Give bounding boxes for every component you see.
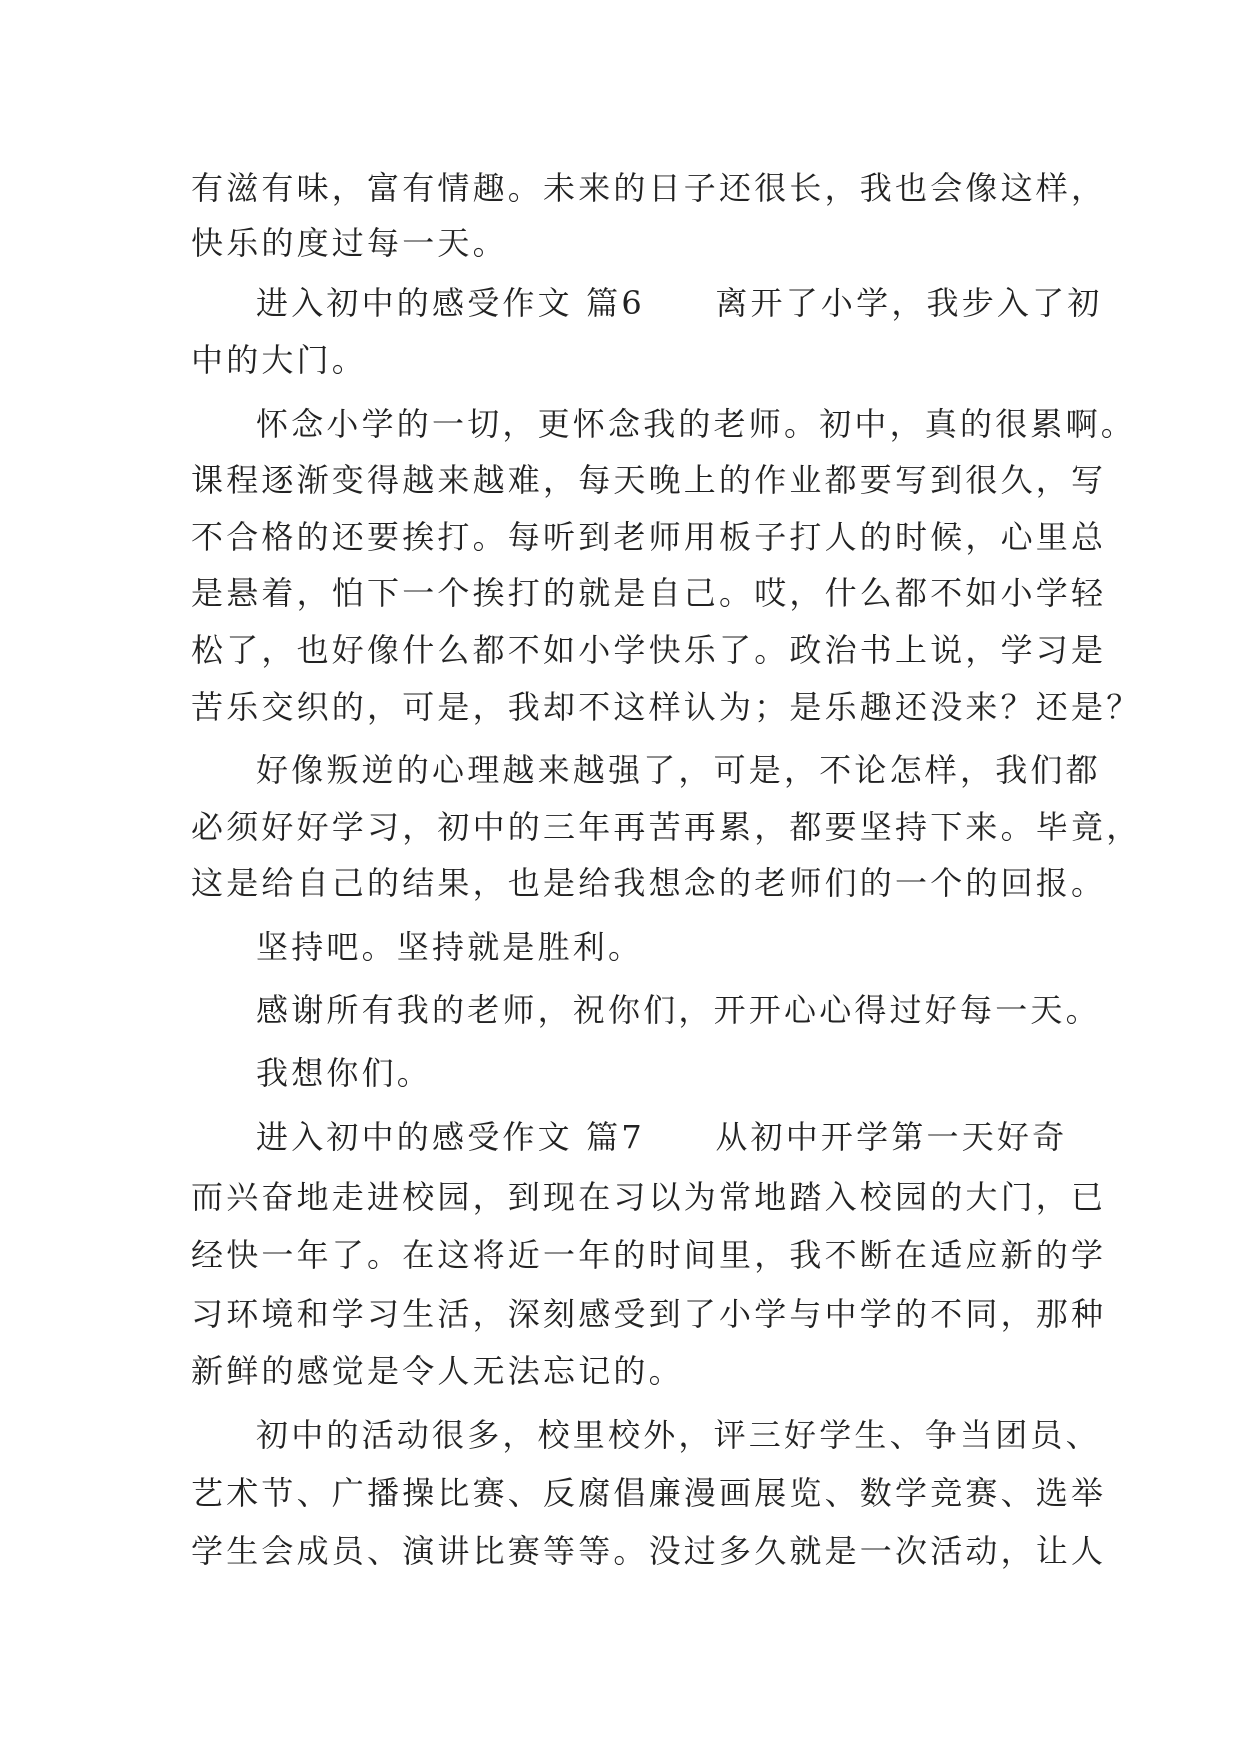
text-line: 而兴奋地走进校园，到现在习以为常地踏入校园的大门，已 bbox=[191, 1178, 1107, 1216]
text-line: 这是给自己的结果，也是给我想念的老师们的一个的回报。 bbox=[191, 864, 1107, 902]
text-line: 学生会成员、演讲比赛等等。没过多久就是一次活动，让人 bbox=[191, 1532, 1107, 1570]
text-line: 感谢所有我的老师，祝你们，开开心心得过好每一天。 bbox=[256, 991, 1101, 1029]
text-line: 新鲜的感觉是令人无法忘记的。 bbox=[191, 1352, 684, 1390]
text-line: 我想你们。 bbox=[256, 1054, 433, 1092]
text-line: 课程逐渐变得越来越难，每天晚上的作业都要写到很久，写 bbox=[191, 461, 1107, 499]
text-line: 艺术节、广播操比赛、反腐倡廉漫画展览、数学竞赛、选举 bbox=[191, 1474, 1107, 1512]
text-line: 必须好好学习，初中的三年再苦再累，都要坚持下来。毕竟， bbox=[191, 808, 1142, 846]
section-heading-7: 进入初中的感受作文 篇7 从初中开学第一天好奇 bbox=[256, 1118, 1068, 1156]
text-line: 不合格的还要挨打。每听到老师用板子打人的时候，心里总 bbox=[191, 518, 1107, 556]
text-line: 经快一年了。在这将近一年的时间里，我不断在适应新的学 bbox=[191, 1236, 1107, 1274]
text-line: 快乐的度过每一天。 bbox=[191, 224, 508, 262]
text-line: 好像叛逆的心理越来越强了，可是，不论怎样，我们都 bbox=[256, 751, 1101, 789]
text-line: 松了，也好像什么都不如小学快乐了。政治书上说，学习是 bbox=[191, 631, 1107, 669]
text-line: 中的大门。 bbox=[191, 341, 368, 379]
text-line: 初中的活动很多，校里校外，评三好学生、争当团员、 bbox=[256, 1416, 1101, 1454]
text-line: 有滋有味，富有情趣。未来的日子还很长，我也会像这样， bbox=[191, 169, 1107, 207]
text-line: 坚持吧。坚持就是胜利。 bbox=[256, 928, 644, 966]
section-heading-6: 进入初中的感受作文 篇6 离开了小学，我步入了初 bbox=[256, 284, 1103, 322]
text-line: 怀念小学的一切，更怀念我的老师。初中，真的很累啊。 bbox=[256, 405, 1137, 443]
text-line: 苦乐交织的，可是，我却不这样认为；是乐趣还没来？还是？ bbox=[191, 688, 1142, 726]
text-line: 习环境和学习生活，深刻感受到了小学与中学的不同，那种 bbox=[191, 1295, 1107, 1333]
text-line: 是悬着，怕下一个挨打的就是自己。哎，什么都不如小学轻 bbox=[191, 574, 1107, 612]
